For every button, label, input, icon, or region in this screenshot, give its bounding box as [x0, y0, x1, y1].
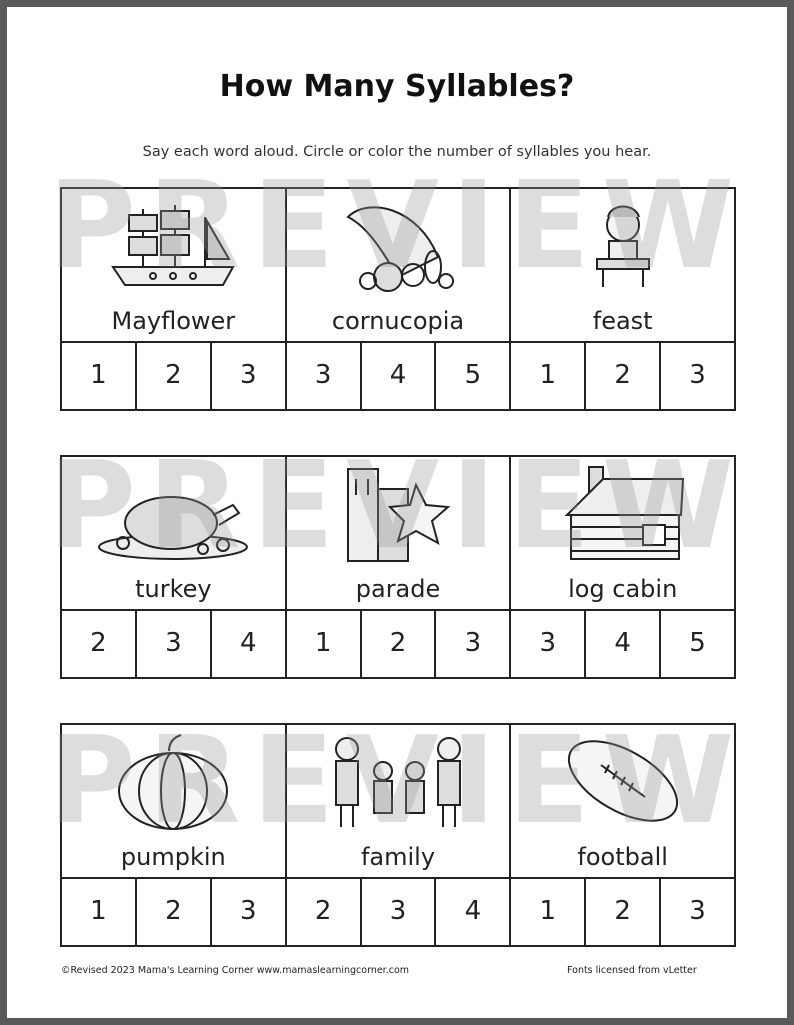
word-label: family [360, 843, 436, 871]
word-card-cornucopia [287, 189, 512, 341]
syllable-option[interactable]: 3 [287, 341, 362, 409]
preview-watermark: PREVIEW [47, 157, 747, 296]
word-label: football [577, 843, 668, 871]
word-card-football [511, 725, 734, 877]
syllable-option[interactable]: 4 [436, 877, 511, 945]
word-label: log cabin [568, 575, 678, 603]
syllable-option[interactable]: 3 [689, 360, 706, 390]
parade-balloon-icon [328, 465, 468, 565]
syllable-option[interactable]: 2 [137, 877, 212, 945]
syllable-option[interactable]: 3 [511, 609, 586, 677]
page-title: How Many Syllables? [219, 69, 575, 104]
word-card-pumpkin [62, 725, 287, 877]
word-card-feast [511, 189, 734, 341]
child-eating-icon [553, 197, 693, 297]
syllable-option[interactable]: 1 [62, 877, 137, 945]
cornucopia-icon [328, 197, 468, 297]
syllable-option[interactable]: 4 [362, 341, 437, 409]
footer-font-credit: Fonts licensed from vLetter [567, 965, 697, 976]
word-card-parade [287, 457, 512, 609]
word-label: cornucopia [331, 307, 465, 335]
word-label: pumpkin [120, 843, 226, 871]
syllable-option[interactable]: 3 [436, 609, 511, 677]
syllable-option[interactable]: 3 [362, 877, 437, 945]
word-label: turkey [135, 575, 212, 603]
syllable-option[interactable]: 1 [287, 609, 362, 677]
word-card-turkey [62, 457, 287, 609]
syllable-option[interactable]: 5 [436, 341, 511, 409]
log-cabin-icon [553, 465, 693, 565]
word-label: parade [355, 575, 441, 603]
preview-watermark: PREVIEW [47, 437, 747, 576]
syllable-option[interactable]: 2 [586, 877, 661, 945]
syllable-option[interactable]: 2 [137, 341, 212, 409]
worksheet-page [7, 7, 787, 1018]
syllable-option[interactable]: 2 [62, 609, 137, 677]
word-card-log-cabin [511, 457, 734, 609]
family-icon [323, 733, 473, 833]
word-label: Mayflower [111, 307, 236, 335]
syllable-option[interactable]: 1 [62, 341, 137, 409]
syllable-option[interactable]: 1 [511, 877, 586, 945]
syllable-option[interactable]: 1 [511, 341, 586, 409]
syllable-option[interactable]: 2 [586, 341, 661, 409]
syllable-option[interactable]: 2 [362, 609, 437, 677]
word-card-family [287, 725, 512, 877]
instructions: Say each word aloud. Circle or color the number of syllables you hear. [142, 144, 652, 160]
word-card-mayflower [62, 189, 287, 341]
syllable-row-2 [60, 455, 736, 679]
footer-copyright: ©Revised 2023 Mama's Learning Corner www.mamaslearningcorner.com [61, 965, 410, 976]
syllable-row-1 [60, 187, 736, 411]
syllable-option[interactable]: 5 [689, 628, 706, 658]
syllable-option[interactable]: 4 [586, 609, 661, 677]
syllable-option[interactable]: 3 [689, 896, 706, 926]
football-icon [553, 733, 693, 833]
syllable-option[interactable]: 3 [212, 877, 287, 945]
ship-icon [103, 197, 243, 297]
word-label: feast [592, 307, 653, 335]
roast-turkey-icon [93, 465, 253, 565]
preview-watermark: PREVIEW [47, 712, 747, 851]
syllable-option[interactable]: 3 [212, 341, 287, 409]
syllable-option[interactable]: 3 [137, 609, 212, 677]
syllable-option[interactable]: 4 [212, 609, 287, 677]
syllable-row-3 [60, 723, 736, 947]
pumpkin-icon [103, 733, 243, 833]
syllable-option[interactable]: 2 [287, 877, 362, 945]
